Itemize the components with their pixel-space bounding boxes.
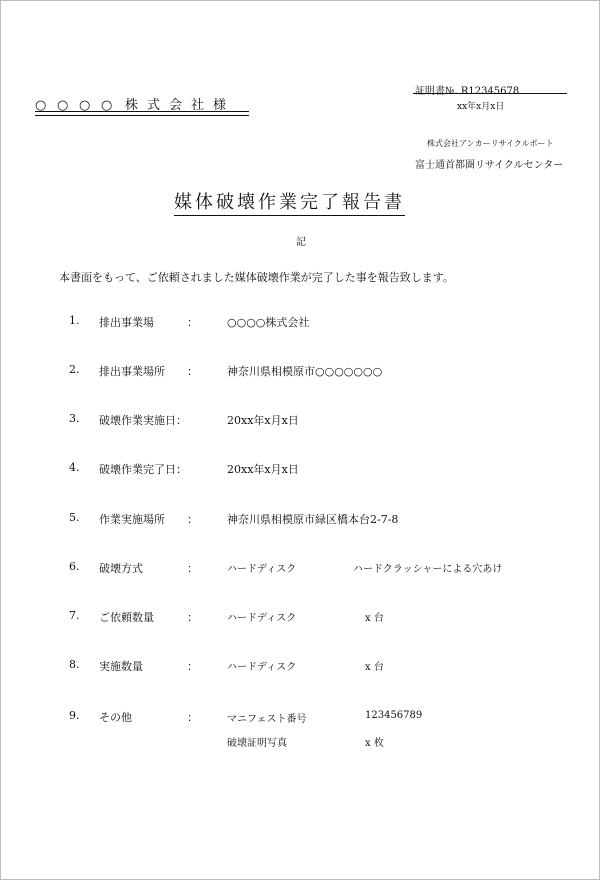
certificate-underline bbox=[413, 93, 567, 94]
item-value: 20xx年x月x日 bbox=[227, 463, 299, 476]
issuer-company: 株式会社アンカーリサイクルポート bbox=[427, 139, 554, 148]
item-value-secondary: 123456789 bbox=[365, 710, 423, 721]
item-colon: ： bbox=[187, 660, 198, 673]
item-number: 4. bbox=[69, 461, 80, 474]
item-label: 排出事業場所 bbox=[99, 365, 165, 378]
item-number: 1. bbox=[69, 314, 80, 327]
intro-text: 本書面をもって、ご依頼されました媒体破壊作業が完了した事を報告致します。 bbox=[59, 271, 454, 284]
item-value: 神奈川県相模原市○○○○○○○ bbox=[227, 365, 383, 378]
recipient-circle: ○ bbox=[57, 98, 69, 113]
item-value: 神奈川県相模原市緑区橋本台2-7-8 bbox=[227, 513, 399, 526]
item-colon: ： bbox=[187, 365, 198, 378]
item-colon: ： bbox=[187, 711, 198, 724]
item-number: 8. bbox=[69, 658, 80, 671]
item-label: 実施数量 bbox=[99, 660, 143, 673]
certificate-number: 証明書№. R12345678 bbox=[415, 86, 520, 97]
item-label: 排出事業場 bbox=[99, 316, 154, 329]
item-value-secondary: x 台 bbox=[365, 613, 384, 624]
item-value-secondary: x 枚 bbox=[365, 738, 384, 749]
recipient-circle: ○ bbox=[79, 98, 91, 113]
item-value: ハードディスク bbox=[227, 662, 297, 673]
issuer-center: 富士通首都圏リサイクルセンター bbox=[415, 160, 564, 171]
item-number: 5. bbox=[69, 511, 80, 524]
item-value: ○○○○株式会社 bbox=[227, 316, 310, 329]
item-label: その他 bbox=[99, 711, 132, 724]
item-value: ハードディスク bbox=[227, 564, 297, 575]
item-number: 2. bbox=[69, 363, 80, 376]
item-value: 破壊証明写真 bbox=[227, 738, 287, 749]
item-label: 破壊作業実施日： bbox=[99, 414, 187, 427]
item-number: 9. bbox=[69, 709, 80, 722]
item-value: ハードディスク bbox=[227, 613, 297, 624]
item-colon: ： bbox=[187, 316, 198, 329]
item-value-secondary: ハードクラッシャーによる穴あけ bbox=[353, 564, 503, 575]
document-title: 媒体破壊作業完了報告書 bbox=[174, 188, 405, 216]
certificate-date: xx年x月x日 bbox=[457, 102, 505, 112]
item-value-secondary: x 台 bbox=[365, 662, 384, 673]
item-label: 破壊作業完了日： bbox=[99, 463, 187, 476]
item-label: ご依頼数量 bbox=[99, 611, 154, 624]
item-value: マニフェスト番号 bbox=[227, 714, 307, 725]
item-colon: ： bbox=[187, 611, 198, 624]
ki-heading: 記 bbox=[296, 237, 306, 248]
item-number: 7. bbox=[69, 609, 80, 622]
recipient-circle: ○ bbox=[101, 98, 113, 113]
recipient-underline bbox=[35, 111, 249, 112]
item-number: 6. bbox=[69, 560, 80, 573]
item-colon: ： bbox=[187, 513, 198, 526]
recipient-honorific: 様 bbox=[213, 98, 227, 113]
item-label: 作業実施場所 bbox=[99, 513, 165, 526]
item-value: 20xx年x月x日 bbox=[227, 414, 299, 427]
recipient-underline bbox=[35, 115, 249, 116]
item-colon: ： bbox=[187, 562, 198, 575]
item-number: 3. bbox=[69, 412, 80, 425]
recipient-circle: ○ bbox=[35, 98, 47, 113]
item-label: 破壊方式 bbox=[99, 562, 143, 575]
recipient-company: 株式会社 bbox=[125, 98, 214, 113]
